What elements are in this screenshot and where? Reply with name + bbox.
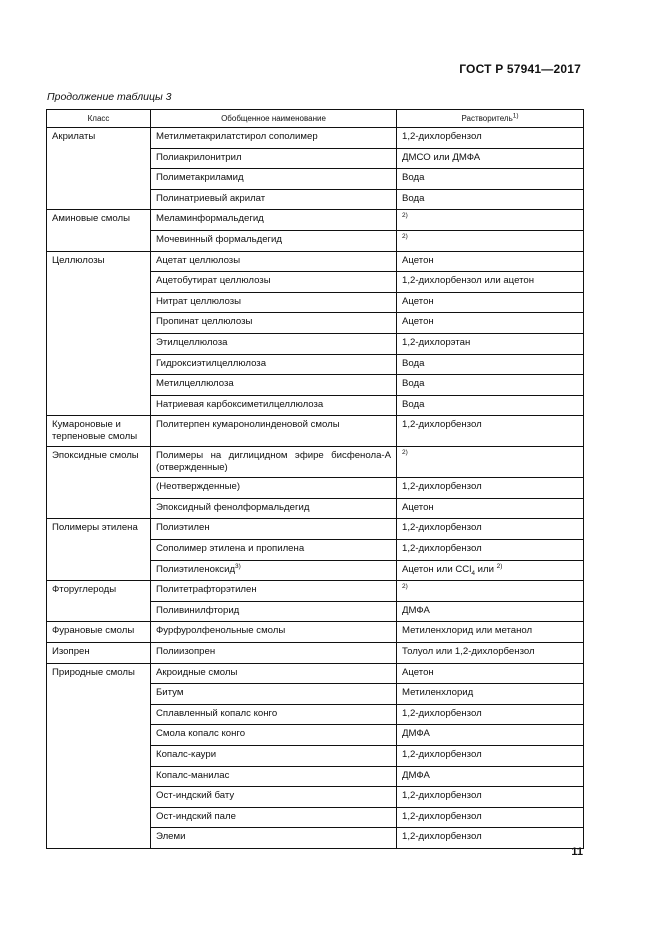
solvent-footnote-mark: 2) [496,562,503,570]
name-text: Полиэтиленоксид [156,563,236,575]
solvent-text: 1,2-дихлорбензол [402,831,482,843]
solvent-text: Вода [402,172,425,184]
name-text: Мочевинный формальдегид [156,233,283,245]
name-cell [151,787,397,808]
name-text: Полинатриевый акрилат [156,192,266,204]
solvent-cell [397,416,584,447]
name-cell [151,560,397,581]
name-text: Гидроксиэтилцеллюлоза [156,357,267,369]
name-text: Фурфуролфенольные смолы [156,625,286,637]
class-cell: Изопрен [47,643,151,664]
class-cell: Полимеры этилена [47,519,151,581]
table-row [47,622,584,643]
solvent-text: Толуол или 1,2-дихлорбензол [402,646,535,657]
table-row [47,663,584,684]
solvent-text: ДМФА [402,728,430,740]
solvent-cell [397,210,584,231]
solvent-cell [397,272,584,293]
class-cell: Аминовые смолы [47,210,151,251]
solvent-cell [397,601,584,622]
solvent-cell [397,540,584,561]
solvent-text: Метиленхлорид или метанол [402,625,533,637]
name-cell [151,540,397,561]
name-text: Акроидные смолы [156,666,238,678]
solvent-cell [397,807,584,828]
solvent-text: 1,2-дихлорбензол [402,707,482,719]
solvent-cell [397,519,584,540]
name-cell [151,272,397,293]
table-row [47,416,584,447]
name-text: Ост-индский бату [156,790,235,802]
solvent-text: 1,2-дихлорбензол [402,748,482,760]
table-row [47,251,584,272]
name-cell [151,230,397,251]
name-text: Ацетат целлюлозы [156,254,241,266]
name-cell [151,601,397,622]
name-text: Полиметакриламид [156,172,244,184]
solvent-text: Ацетон [402,295,434,307]
name-text: Метилметакрилатстирол сополимер [156,131,318,142]
table-header-row [47,110,584,128]
solvent-cell [397,169,584,190]
name-text: Сплавленный копалс конго [156,707,278,719]
solvent-subscript: 4 [471,569,475,577]
solvent-text: Вода [402,378,425,390]
name-text: Полиэтилен [156,522,210,534]
solvents-table [46,109,584,849]
name-footnote-mark: 3) [235,562,241,570]
name-cell [151,704,397,725]
name-text: Этилцеллюлоза [156,336,228,348]
name-cell [151,828,397,849]
name-cell [151,498,397,519]
name-text: Копалс-каури [156,748,217,760]
solvent-cell [397,333,584,354]
name-cell [151,313,397,334]
solvent-footnote-mark: 2) [402,232,408,240]
solvent-text: Вода [402,398,425,410]
solvent-cell [397,581,584,602]
solvent-text: ДМСО или ДМФА [402,151,481,163]
solvent-text: 1,2-дихлорбензол [402,543,482,555]
table-row [47,519,584,540]
table-row [47,581,584,602]
name-cell [151,148,397,169]
name-text: Копалс-манилас [156,769,230,781]
solvent-text: ДМФА [402,769,430,781]
class-cell: Фурановые смолы [47,622,151,643]
solvent-cell [397,498,584,519]
solvent-cell [397,725,584,746]
solvent-text: 1,2-дихлорбензол [402,481,482,493]
solvent-cell [397,230,584,251]
solvent-text: 1,2-дихлорбензол или ацетон [402,275,535,287]
name-text: (Неотвержденные) [156,481,241,493]
solvent-footnote-mark: 2) [402,212,408,220]
solvent-footnote-mark: 2) [402,449,408,457]
name-cell [151,663,397,684]
solvent-text: Вода [402,192,425,204]
solvent-cell [397,478,584,499]
solvent-text-tail: или [474,563,497,575]
solvent-text: 1,2-дихлорбензол [402,810,482,822]
solvent-text: Ацетон или CCl [402,563,472,575]
name-cell [151,581,397,602]
table-row [47,210,584,231]
name-text: Нитрат целлюлозы [156,295,242,307]
class-cell: Фторуглероды [47,581,151,622]
solvent-cell [397,787,584,808]
name-text: Поливинилфторид [156,604,240,616]
name-cell [151,684,397,705]
col-header-class: Класс [47,110,151,128]
name-cell [151,725,397,746]
solvent-cell [397,560,584,581]
name-text: Эпоксидный фенолформальдегид [156,501,310,513]
solvent-cell [397,128,584,149]
col-header-solvent [397,110,584,128]
name-cell [151,622,397,643]
class-cell: Целлюлозы [47,251,151,416]
solvent-cell [397,684,584,705]
solvent-cell [397,766,584,787]
name-cell [151,643,397,664]
solvent-text: Ацетон [402,254,434,266]
solvent-cell [397,375,584,396]
solvent-cell [397,745,584,766]
name-text: Сополимер этилена и пропилена [156,543,305,555]
name-cell [151,189,397,210]
name-text: Пропинат целлюлозы [156,316,253,328]
class-cell: Эпоксидные смолы [47,447,151,519]
name-cell [151,375,397,396]
name-cell [151,807,397,828]
solvent-text: 1,2-дихлорбензол [402,131,482,142]
name-text: Ост-индский пале [156,810,236,822]
solvent-text: 1,2-дихлорбензол [402,790,482,802]
table-row [47,447,584,478]
name-cell [151,128,397,149]
name-cell [151,395,397,416]
name-cell [151,210,397,231]
name-text: Натриевая карбоксиметилцеллюлоза [156,398,324,410]
class-cell: Кумароновые и терпеновые смолы [47,416,151,447]
name-cell [151,447,397,478]
solvent-cell [397,447,584,478]
name-cell [151,478,397,499]
name-cell [151,169,397,190]
solvent-footnote-mark: 2) [402,583,408,591]
name-cell [151,766,397,787]
class-cell: Акрилаты [47,128,151,210]
solvent-text: ДМФА [402,604,430,616]
solvent-text: 1,2-дихлорбензол [402,522,482,534]
solvent-cell [397,663,584,684]
solvent-text: Ацетон [402,666,434,678]
name-text: Ацетобутират целлюлозы [156,275,271,287]
table-continuation-caption: Продолжение таблицы 3 [47,91,172,103]
name-cell [151,333,397,354]
page-number: 11 [571,846,583,858]
solvent-cell [397,251,584,272]
table-row [47,128,584,149]
solvent-cell [397,354,584,375]
name-cell [151,292,397,313]
name-cell [151,519,397,540]
name-text: Полиизопрен [156,646,216,657]
solvent-cell [397,643,584,664]
solvent-text: Ацетон [402,316,434,328]
col-header-solvent-text: Растворитель [461,113,513,123]
name-text: Метилцеллюлоза [156,378,234,390]
standard-designation: ГОСТ Р 57941—2017 [459,62,581,76]
name-cell [151,251,397,272]
name-cell [151,416,397,447]
name-text: Политерпен кумаронолинденовой смолы [156,419,340,431]
solvent-cell [397,828,584,849]
name-text: Полиакрилонитрил [156,151,242,163]
table-row [47,643,584,664]
name-cell [151,745,397,766]
col-header-name: Обобщенное наименование [151,110,397,128]
solvent-cell [397,148,584,169]
class-cell: Природные смолы [47,663,151,848]
solvent-cell [397,395,584,416]
name-text: Меламинформальдегид [156,213,264,225]
solvent-cell [397,313,584,334]
name-text: Битум [156,687,184,699]
solvent-cell [397,704,584,725]
solvent-cell [397,292,584,313]
solvent-text: 1,2-дихлорбензол [402,419,482,431]
footnote-mark: 1) [512,111,519,119]
solvent-text: Ацетон [402,501,434,513]
name-text: Политетрафторэтилен [156,584,257,596]
solvent-cell [397,189,584,210]
solvent-text: 1,2-дихлорэтан [402,336,471,348]
name-text: Полимеры на диглицидном эфире бисфенола-А (отвержденные) [156,450,391,474]
solvent-cell [397,622,584,643]
name-text: Смола копалс конго [156,728,246,740]
name-text: Элеми [156,831,186,843]
name-cell [151,354,397,375]
solvent-text: Вода [402,357,425,369]
solvent-text: Метиленхлорид [402,687,474,699]
